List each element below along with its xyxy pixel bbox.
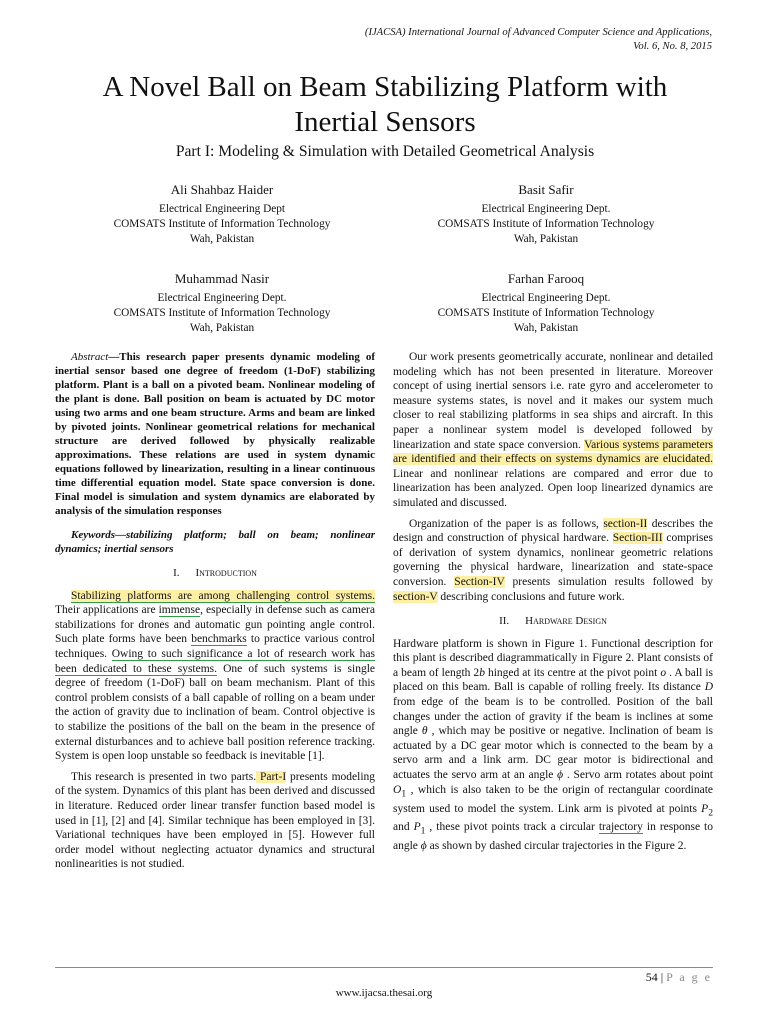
math-symbol: o bbox=[660, 666, 667, 679]
author-block-3 bbox=[62, 271, 382, 336]
journal-header bbox=[212, 26, 712, 53]
text-run: This research is presented in two parts. bbox=[71, 770, 257, 783]
author-dept: Electrical Engineering Dept. bbox=[481, 292, 611, 304]
footer-divider bbox=[55, 967, 713, 968]
math-symbol: P bbox=[413, 821, 421, 834]
intro-paragraph-3 bbox=[393, 350, 713, 511]
hardware-paragraph-1 bbox=[393, 637, 713, 854]
text-run: describing conclusions and future work. bbox=[437, 590, 625, 603]
underline: benchmarks bbox=[191, 633, 247, 646]
math-symbol: ϕ bbox=[557, 769, 564, 782]
math-subscript: 1 bbox=[401, 787, 407, 799]
author-location: Wah, Pakistan bbox=[189, 322, 255, 334]
highlight: Stabilizing platforms are among challenging control systems. bbox=[71, 589, 375, 602]
highlight: Section-IV bbox=[454, 575, 505, 588]
title-line-2: Inertial Sensors bbox=[294, 106, 476, 138]
author-name: Basit Safir bbox=[518, 182, 574, 197]
author-institution: COMSATS Institute of Information Technology bbox=[437, 307, 655, 319]
text-run: hinged at its centre at the pivot point bbox=[484, 666, 661, 679]
text-run: , which may be positive or negative. Inclination of beam is actuated by a DC gear motor which is connected to the beam by a servo arm and a link arm. DC gear motor is bidirectional and actuates the servo arm at an angle bbox=[393, 725, 713, 782]
author-institution: COMSATS Institute of Information Technology bbox=[113, 218, 331, 230]
underline: Owing to such significance a lot of research work has been dedicated to these systems. bbox=[55, 647, 375, 675]
section-number: I. bbox=[173, 567, 180, 579]
author-dept: Electrical Engineering Dept. bbox=[481, 203, 611, 215]
author-block-2 bbox=[386, 182, 706, 247]
author-location: Wah, Pakistan bbox=[513, 233, 579, 245]
underline: trajectory bbox=[598, 821, 643, 834]
intro-paragraph-4 bbox=[393, 517, 713, 605]
text-run: . A ball is placed on this beam. Ball is capable of rolling freely. Its distance bbox=[393, 666, 713, 694]
text-run: from edge of the beam is to be controlled. Position of the ball changes under the action of gravity if the beam is inclines at some angle bbox=[393, 696, 713, 738]
text-run: to practice various control techniques. bbox=[55, 633, 375, 660]
text-run: Organization of the paper is as follows, bbox=[409, 517, 604, 530]
author-dept: Electrical Engineering Dept bbox=[158, 203, 286, 215]
text-run: Hardware platform is shown in Figure 1. Functional description for this plant is described diagrammatically in Figure 2. Plant consists of a beam of length 2 bbox=[393, 637, 713, 679]
math-symbol: O bbox=[393, 783, 402, 796]
text-run: in response to angle bbox=[393, 821, 713, 853]
paper-title bbox=[40, 70, 730, 140]
journal-name: (IJACSA) International Journal of Advanced Computer Science and Applications, bbox=[364, 27, 712, 38]
text-run: and bbox=[393, 821, 414, 834]
text-run: One of such systems is single degree of freedom (1-DoF) ball on beam mechanism. Plant of this control problem consists of a ball capable of rolling on a beam under the action of gravity due to inclination of beam. Control objective is to stabilize the positions of the ball on the beam in the presence of external disturbances and to achieve ball position reference tracking. System is open loop unstable so feedback is inevitable [1]. bbox=[55, 662, 375, 763]
author-institution: COMSATS Institute of Information Technology bbox=[437, 218, 655, 230]
section-title: Introduction bbox=[195, 567, 257, 579]
text-run: Their applications are bbox=[55, 604, 159, 617]
abstract-label: Abstract bbox=[71, 351, 109, 363]
section-number: II. bbox=[499, 615, 510, 628]
page-word: P a g e bbox=[666, 970, 712, 984]
keywords bbox=[55, 528, 375, 556]
journal-volume: Vol. 6, No. 8, 2015 bbox=[633, 40, 712, 52]
text-run: describes the design and construction of physical hardware. bbox=[393, 517, 713, 545]
math-symbol: D bbox=[704, 681, 713, 694]
author-name: Muhammad Nasir bbox=[174, 271, 270, 286]
footer-website: www.ijacsa.thesai.org bbox=[335, 987, 433, 999]
keywords-text: —stabilizing platform; ball on beam; nonlinear dynamics; inertial sensors bbox=[55, 529, 375, 555]
paper-subtitle: Part I: Modeling & Simulation with Detailed Geometrical Analysis bbox=[175, 143, 595, 160]
text-run: , especially in defense such as camera stabilizations for drones and automatic gun pointing angle control. Such plate forms have been bbox=[55, 604, 375, 646]
text-run: , which is also taken to be the origin of rectangular coordinate system used to model the system. Link arm is pivoted at points bbox=[393, 783, 713, 815]
math-symbol: θ bbox=[421, 725, 428, 738]
text-run: comprises of derivation of system dynamics, nonlinear geometric relations governing the physical hardware, linearization and state-space conversion. bbox=[393, 532, 713, 588]
highlight: section-V bbox=[393, 590, 438, 603]
text-run: as shown by dashed circular trajectories in the Figure 2. bbox=[426, 840, 687, 853]
author-institution: COMSATS Institute of Information Technology bbox=[113, 307, 331, 319]
highlight: Various systems parameters are identified and their effects on systems dynamics are elucidated. bbox=[393, 438, 713, 466]
author-dept: Electrical Engineering Dept. bbox=[157, 292, 287, 304]
text-run: Our work presents geometrically accurate, nonlinear and detailed modeling which has not been presented in literature. Moreover concept of using inertial sensors i.e. rate gyro and accelerometer to measure systems states, is novel and it makes our system much closer to real stabilizing platforms in sea ships and aircraft. In this paper a nonlinear system model is developed followed by linearization and state space conversion. bbox=[393, 351, 713, 451]
author-name: Ali Shahbaz Haider bbox=[170, 182, 274, 197]
page-separator: | bbox=[657, 970, 667, 984]
abstract-text: —This research paper presents dynamic modeling of inertial sensor based one degree of freedom (1-DoF) stabilizing platform. Plant is a ball on a pivoted beam. Nonlinear modeling of the plant is done. Ball position on beam is actuated by DC motor using two arms and one beam structure. Arms and beam are linked by pivoted joints. Nonlinear geometrical relations for mechanical structure are derived followed by physically realizable approximations. These relations are used in system dynamic equations followed by linearization, resulting in a linear continuous time differential equation model. State space conversion is done. Final model is simulation and system dynamics are elaborated by analysis of the simulation responses bbox=[55, 351, 375, 517]
text-run: . Servo arm rotates about point bbox=[563, 769, 713, 782]
intro-paragraph-1 bbox=[55, 589, 375, 764]
text-run: , these pivot points track a circular bbox=[425, 821, 599, 834]
underline: immense bbox=[158, 604, 201, 617]
left-column bbox=[55, 350, 375, 878]
math-subscript: 2 bbox=[708, 806, 713, 818]
author-location: Wah, Pakistan bbox=[189, 233, 255, 245]
math-symbol: P bbox=[701, 802, 709, 815]
author-block-1 bbox=[62, 182, 382, 247]
text-run: presents simulation results followed by bbox=[504, 575, 713, 588]
title-line-1: A Novel Ball on Beam Stabilizing Platform with bbox=[102, 71, 668, 103]
highlight: section-II bbox=[603, 517, 648, 530]
highlight: Part-I bbox=[256, 770, 287, 783]
author-block-4 bbox=[386, 271, 706, 336]
section-heading-introduction bbox=[55, 566, 375, 581]
intro-paragraph-2 bbox=[55, 770, 375, 872]
highlight: Section-III bbox=[612, 532, 663, 545]
page-number bbox=[646, 970, 712, 985]
section-title: Hardware Design bbox=[525, 615, 607, 628]
text-run: presents modeling of the system. Dynamics of this plant has been derived and discussed in literature. Reduced order linear transfer function based model is used in [1], [2] and [4]. Similar technique has been employed in [3]. Variational techniques have been employed in [5]. However full order model without neglecting actuator dynamics and structural nonlinearities is not studied. bbox=[55, 770, 376, 871]
author-name: Farhan Farooq bbox=[507, 271, 585, 286]
keywords-label: Keywords bbox=[71, 529, 115, 541]
math-symbol: b bbox=[479, 666, 485, 679]
author-location: Wah, Pakistan bbox=[513, 322, 579, 334]
math-subscript: 1 bbox=[420, 825, 426, 837]
page-number-value: 54 bbox=[645, 970, 658, 984]
text-run: Linear and nonlinear relations are compared and error due to linearization has been analyzed. Open loop linearized dynamics are simulated and discussed. bbox=[393, 467, 713, 509]
right-column bbox=[393, 350, 713, 860]
math-symbol: ϕ bbox=[420, 840, 427, 853]
section-heading-hardware-design bbox=[393, 614, 713, 629]
abstract bbox=[55, 350, 375, 518]
